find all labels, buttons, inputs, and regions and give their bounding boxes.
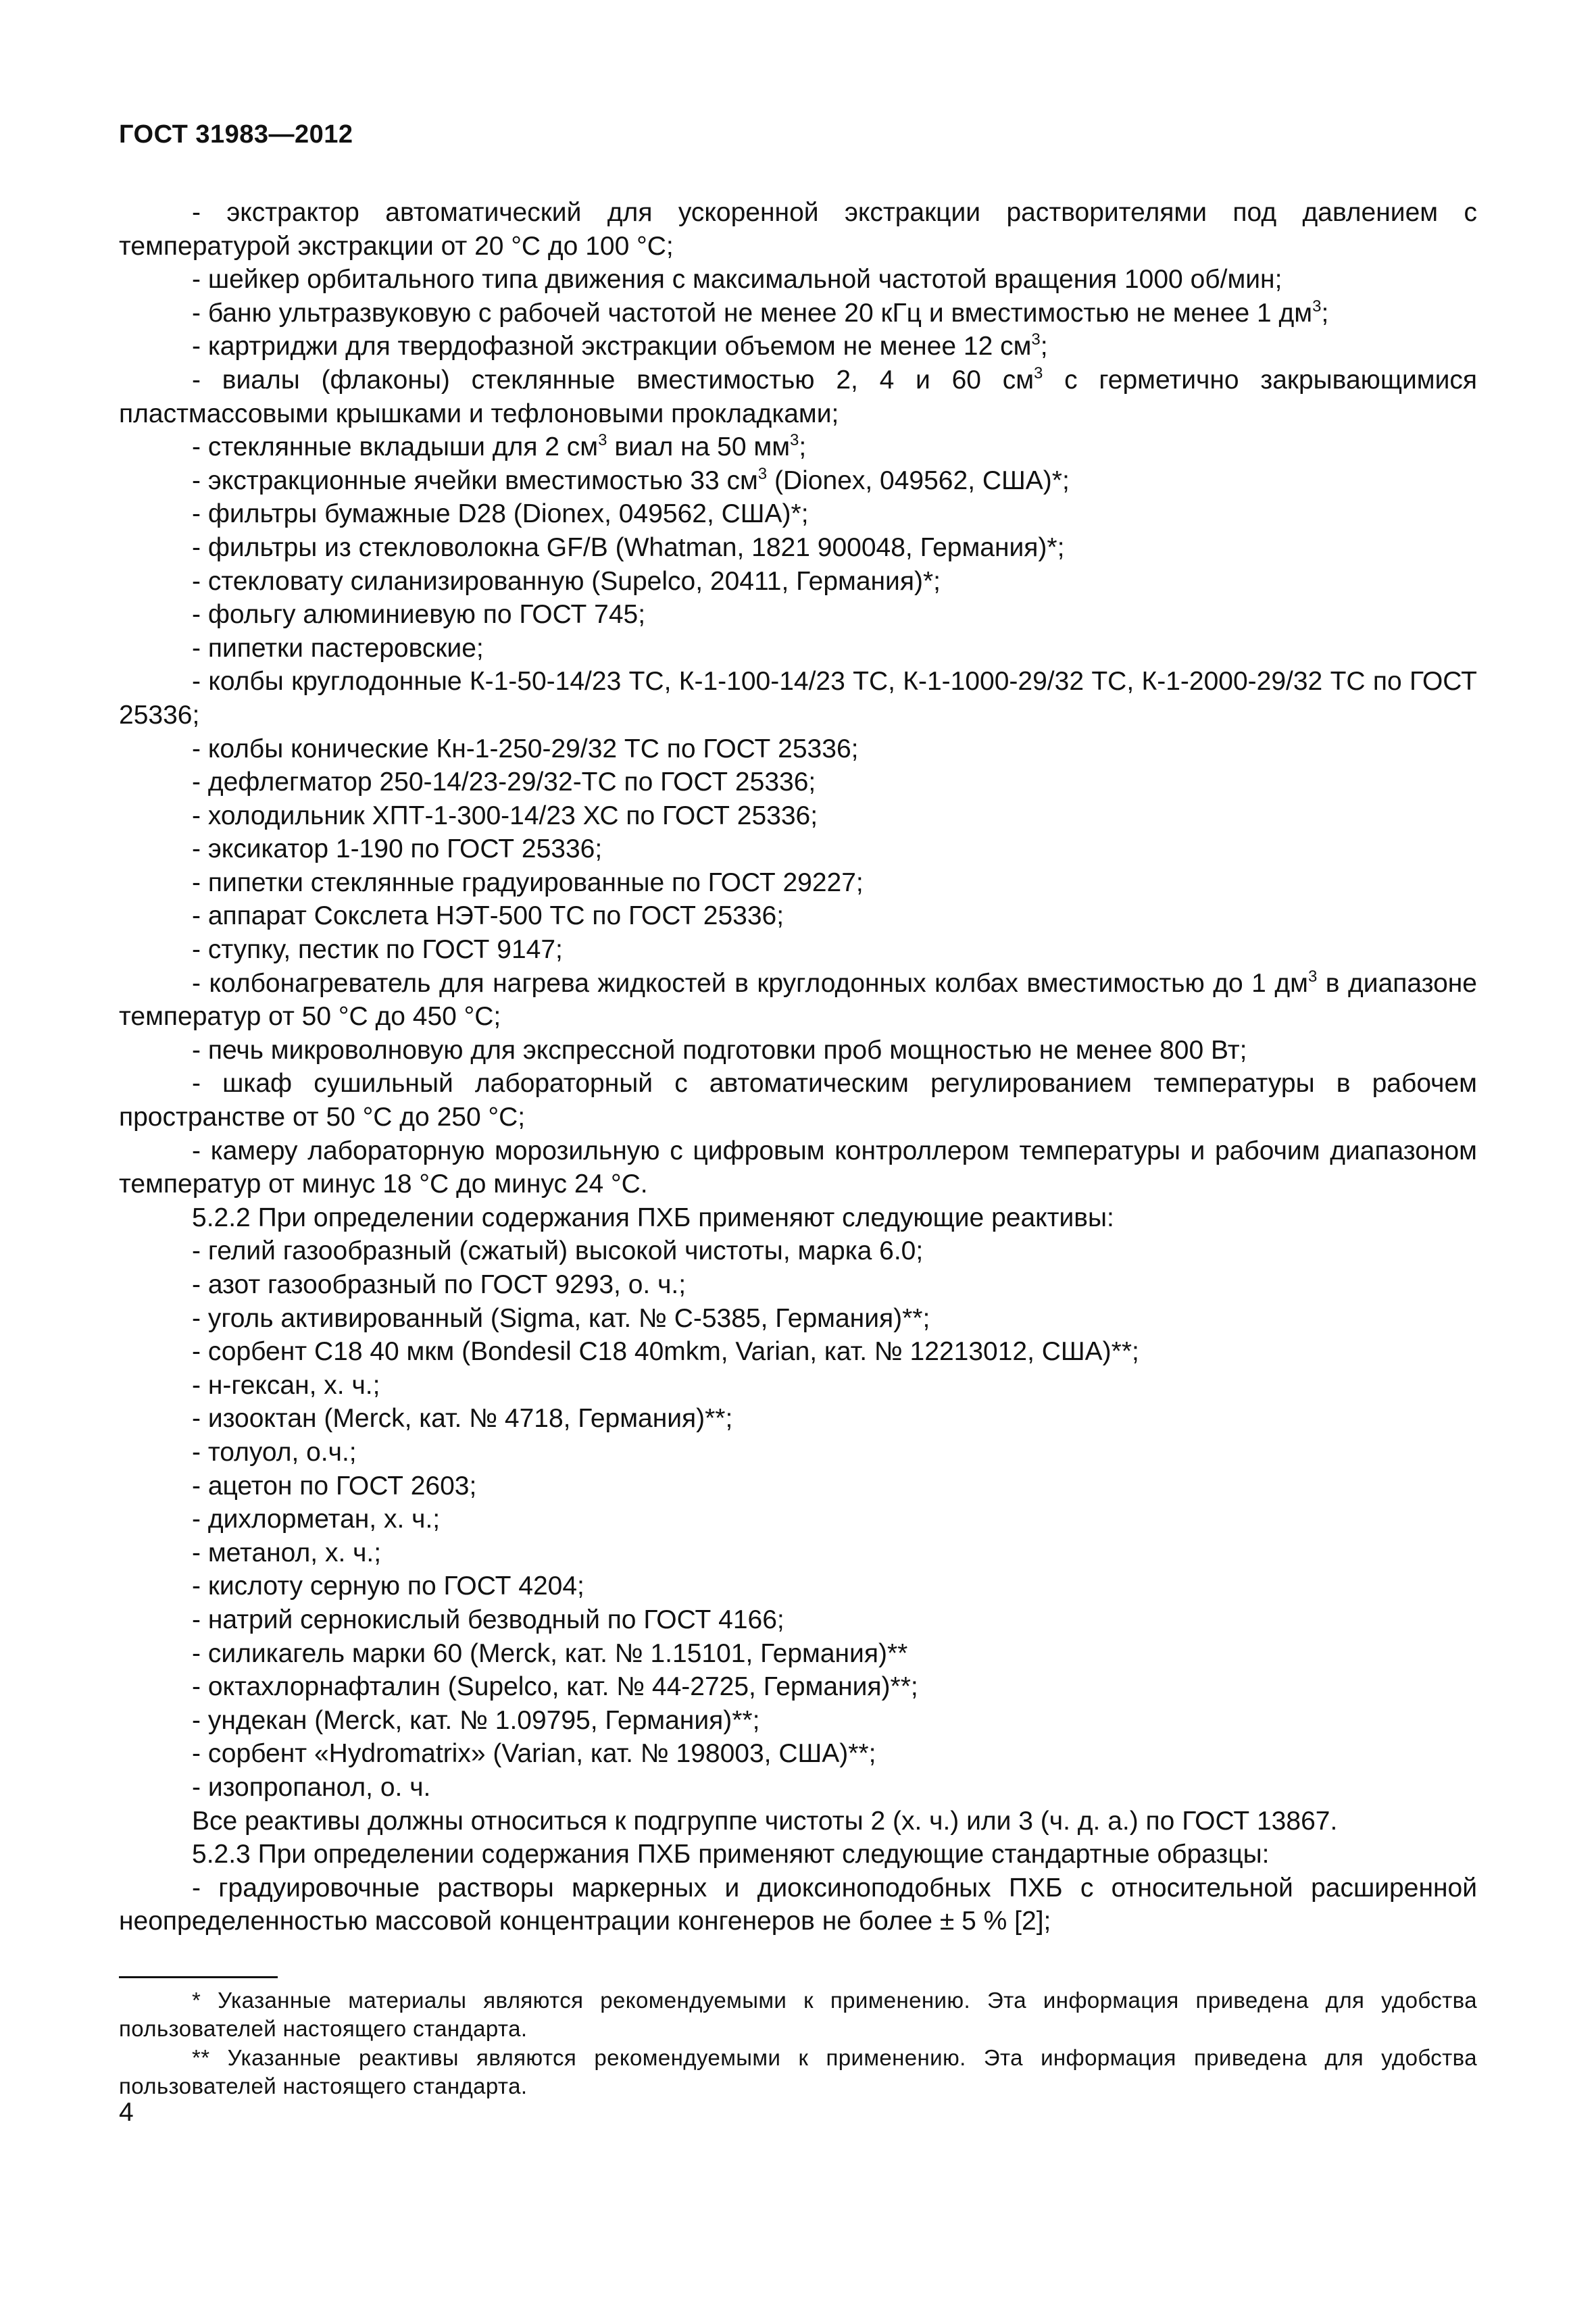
footnote-separator	[119, 1976, 278, 1978]
standard-item: - градуировочные растворы маркерных и диоксиноподобных ПХБ с относительной расширенной неопределенностью массовой концентрации конгенеров не более ± 5 % [2];	[119, 1873, 1477, 1936]
footnotes	[119, 1986, 1477, 2101]
reagent-item: - октахлорнафталин (Supelco, кат. № 44-2725, Германия)**;	[192, 1672, 918, 1702]
equipment-item: - камеру лабораторную морозильную с цифровым контроллером температуры и рабочим диапазоном температур от минус 18 °С до минус 24 °С.	[119, 1136, 1477, 1199]
reagent-item: - уголь активированный (Sigma, кат. № С-5385, Германия)**;	[192, 1303, 930, 1333]
equipment-item: - фольгу алюминиевую по ГОСТ 745;	[192, 600, 646, 630]
equipment-item: - фильтры бумажные D28 (Dionex, 049562, США)*;	[192, 499, 809, 529]
page-number: 4	[119, 2098, 134, 2127]
reagent-item: - азот газообразный по ГОСТ 9293, о. ч.;	[192, 1270, 687, 1299]
equipment-item: - аппарат Сокслета НЭТ-500 ТС по ГОСТ 25336;	[192, 901, 784, 931]
equipment-item: - шкаф сушильный лабораторный с автоматическим регулированием температуры в рабочем пространстве от 50 °С до 250 °С;	[119, 1069, 1477, 1132]
reagent-item: - гелий газообразный (сжатый) высокой чистоты, марка 6.0;	[192, 1236, 924, 1266]
reagents-purity-note: Все реактивы должны относиться к подгруппе чистоты 2 (х. ч.) или 3 (ч. д. а.) по ГОСТ 13867.	[192, 1806, 1338, 1836]
equipment-item: - пипетки стеклянные градуированные по ГОСТ 29227;	[192, 867, 864, 897]
equipment-item: - эксикатор 1-190 по ГОСТ 25336;	[192, 834, 603, 864]
reagent-item: - дихлорметан, х. ч.;	[192, 1505, 441, 1534]
equipment-item: - картриджи для твердофазной экстракции объемом не менее 12 $см^3$;	[192, 330, 1048, 361]
footnote-reagents: ** Указанные реактивы являются рекомендуемыми к применению. Эта информация приведена для удобства пользователей настоящего стандарта.	[119, 2045, 1477, 2098]
reagent-item: - сорбент «Hydromatrix» (Varian, кат. № 198003, США)**;	[192, 1739, 876, 1769]
equipment-item: - колбы конические Кн-1-250-29/32 ТС по ГОСТ 25336;	[192, 734, 859, 763]
equipment-item: - экстракционные ячейки вместимостью 33 $см^3$ (Dionex, 049562, США)*;	[192, 464, 1070, 495]
equipment-item: - холодильник ХПТ-1-300-14/23 ХС по ГОСТ 25336;	[192, 801, 818, 830]
equipment-item: - колбы круглодонные К-1-50-14/23 ТС, К-1-100-14/23 ТС, К-1-1000-29/32 ТС, К-1-2000-29/32 ТС по ГОСТ 25336;	[119, 667, 1477, 730]
document-body	[119, 196, 1477, 1938]
footnote-materials: * Указанные материалы являются рекомендуемыми к применению. Эта информация приведена для удобства пользователей настоящего стандарта.	[119, 1988, 1477, 2041]
equipment-item: - печь микроволновую для экспрессной подготовки проб мощностью не менее 800 Вт;	[192, 1035, 1247, 1065]
equipment-item: - стекловату силанизированную (Supelco, 20411, Германия)*;	[192, 566, 941, 596]
reagent-item: - кислоту серную по ГОСТ 4204;	[192, 1571, 584, 1601]
reagent-item: - метанол, х. ч.;	[192, 1538, 382, 1567]
equipment-item: - экстрактор автоматический для ускоренной экстракции растворителями под давлением с температурой экстракции от 20 °С до 100 °С;	[119, 198, 1477, 261]
document-header: ГОСТ 31983—2012	[119, 120, 353, 149]
reagent-item: - ундекан (Merck, кат. № 1.09795, Германия)**;	[192, 1705, 760, 1735]
equipment-item: - баню ультразвуковую с рабочей частотой не менее 20 кГц и вместимостью не менее 1 $дм^3$;	[192, 297, 1329, 328]
reagent-item: - изооктан (Merck, кат. № 4718, Германия)**;	[192, 1404, 733, 1434]
equipment-item: - шейкер орбитального типа движения с максимальной частотой вращения 1000 об/мин;	[192, 265, 1282, 295]
equipment-item: - колбонагреватель для нагрева жидкостей в круглодонных колбах вместимостью до 1 $дм^3$ в диапазоне температур от 50 °С до 450 °С;	[119, 967, 1477, 1032]
reagent-item: - сорбент С18 40 мкм (Bondesil C18 40mkm, Varian, кат. № 12213012, США)**;	[192, 1337, 1139, 1367]
reagent-item: - натрий сернокислый безводный по ГОСТ 4166;	[192, 1605, 784, 1634]
equipment-item: - стеклянные вкладыши для 2 $см^3$ виал на 50 $мм^3$;	[192, 431, 807, 462]
standards-heading: 5.2.3 При определении содержания ПХБ применяют следующие стандартные образцы:	[192, 1840, 1270, 1869]
reagents-heading: 5.2.2 При определении содержания ПХБ применяют следующие реактивы:	[192, 1203, 1114, 1232]
reagent-item: - н-гексан, х. ч.;	[192, 1370, 380, 1400]
equipment-item: - фильтры из стекловолокна GF/B (Whatman, 1821 900048, Германия)*;	[192, 532, 1065, 562]
equipment-item: - пипетки пастеровские;	[192, 633, 484, 663]
equipment-item: - дефлегматор 250-14/23-29/32-ТС по ГОСТ 25336;	[192, 768, 816, 797]
reagent-item: - силикагель марки 60 (Merck, кат. № 1.15101, Германия)**	[192, 1638, 908, 1668]
equipment-item: - виалы (флаконы) стеклянные вместимостью 2, 4 и 60 $см^3$ с герметично закрывающимися пластмассовыми крышками и тефлоновыми прокладками;	[119, 363, 1477, 428]
equipment-item: - ступку, пестик по ГОСТ 9147;	[192, 935, 563, 965]
reagent-item: - изопропанол, о. ч.	[192, 1772, 431, 1802]
reagent-item: - ацетон по ГОСТ 2603;	[192, 1471, 477, 1501]
reagent-item: - толуол, о.ч.;	[192, 1437, 357, 1467]
